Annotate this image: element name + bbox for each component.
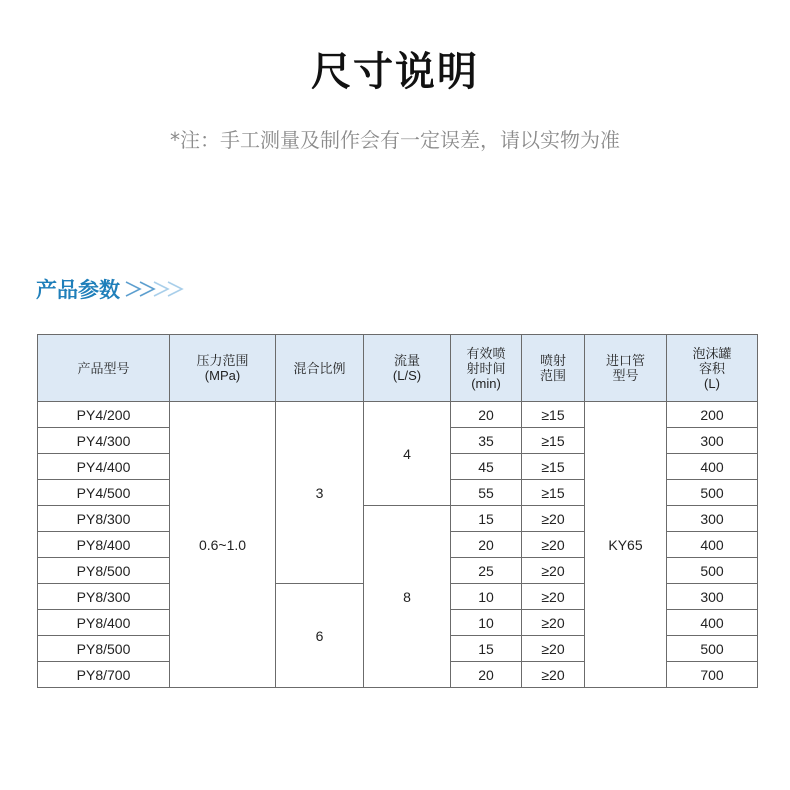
cell-flow: 4 (364, 402, 451, 506)
table-row (38, 402, 758, 428)
chevrons-icon (124, 277, 204, 301)
cell-volume: 300 (667, 506, 758, 532)
header-model: 产品型号 (38, 335, 170, 402)
cell-model: PY4/300 (38, 428, 170, 454)
cell-volume: 500 (667, 480, 758, 506)
cell-spray-range: ≥20 (522, 532, 585, 558)
cell-volume: 300 (667, 428, 758, 454)
cell-spray-time: 10 (451, 584, 522, 610)
cell-spray-range: ≥20 (522, 636, 585, 662)
page-title: 尺寸说明 (311, 49, 479, 95)
cell-spray-range: ≥15 (522, 402, 585, 428)
cell-spray-range: ≥20 (522, 662, 585, 688)
cell-pressure: 0.6~1.0 (170, 402, 276, 688)
cell-model: PY8/400 (38, 532, 170, 558)
cell-model: PY8/400 (38, 610, 170, 636)
cell-spray-time: 20 (451, 532, 522, 558)
cell-volume: 200 (667, 402, 758, 428)
cell-model: PY8/700 (38, 662, 170, 688)
cell-flow: 8 (364, 506, 451, 688)
cell-volume: 400 (667, 610, 758, 636)
disclaimer-note: *注：手工测量及制作会有一定误差，请以实物为准 (170, 128, 620, 152)
cell-model: PY8/500 (38, 636, 170, 662)
spec-table (37, 334, 758, 688)
cell-model: PY4/400 (38, 454, 170, 480)
cell-volume: 400 (667, 532, 758, 558)
header-mix-ratio: 混合比例 (276, 335, 364, 402)
header-spray-range: 喷射 范围 (522, 335, 585, 402)
header-inlet: 进口管 型号 (585, 335, 667, 402)
header-volume: 泡沫罐 容积 (L) (667, 335, 758, 402)
cell-model: PY8/300 (38, 506, 170, 532)
cell-spray-time: 15 (451, 506, 522, 532)
cell-spray-range: ≥15 (522, 454, 585, 480)
cell-spray-range: ≥20 (522, 506, 585, 532)
cell-model: PY4/200 (38, 402, 170, 428)
cell-spray-range: ≥15 (522, 480, 585, 506)
cell-spray-time: 20 (451, 662, 522, 688)
cell-volume: 400 (667, 454, 758, 480)
cell-inlet: KY65 (585, 402, 667, 688)
cell-model: PY4/500 (38, 480, 170, 506)
cell-spray-time: 15 (451, 636, 522, 662)
cell-spray-time: 10 (451, 610, 522, 636)
cell-spray-range: ≥20 (522, 584, 585, 610)
header-flow: 流量 (L/S) (364, 335, 451, 402)
section-heading (36, 274, 204, 304)
header-pressure: 压力范围 (MPa) (170, 335, 276, 402)
table-header-row (38, 335, 758, 402)
cell-volume: 700 (667, 662, 758, 688)
cell-spray-time: 20 (451, 402, 522, 428)
cell-volume: 300 (667, 584, 758, 610)
section-label: 产品参数 (36, 277, 120, 302)
cell-model: PY8/500 (38, 558, 170, 584)
cell-spray-range: ≥15 (522, 428, 585, 454)
cell-mix-ratio: 3 (276, 402, 364, 584)
cell-spray-time: 25 (451, 558, 522, 584)
cell-spray-range: ≥20 (522, 610, 585, 636)
cell-model: PY8/300 (38, 584, 170, 610)
cell-mix-ratio: 6 (276, 584, 364, 688)
cell-volume: 500 (667, 558, 758, 584)
cell-spray-time: 35 (451, 428, 522, 454)
cell-spray-range: ≥20 (522, 558, 585, 584)
header-spray-time: 有效喷 射时间 (min) (451, 335, 522, 402)
cell-spray-time: 55 (451, 480, 522, 506)
cell-spray-time: 45 (451, 454, 522, 480)
cell-volume: 500 (667, 636, 758, 662)
